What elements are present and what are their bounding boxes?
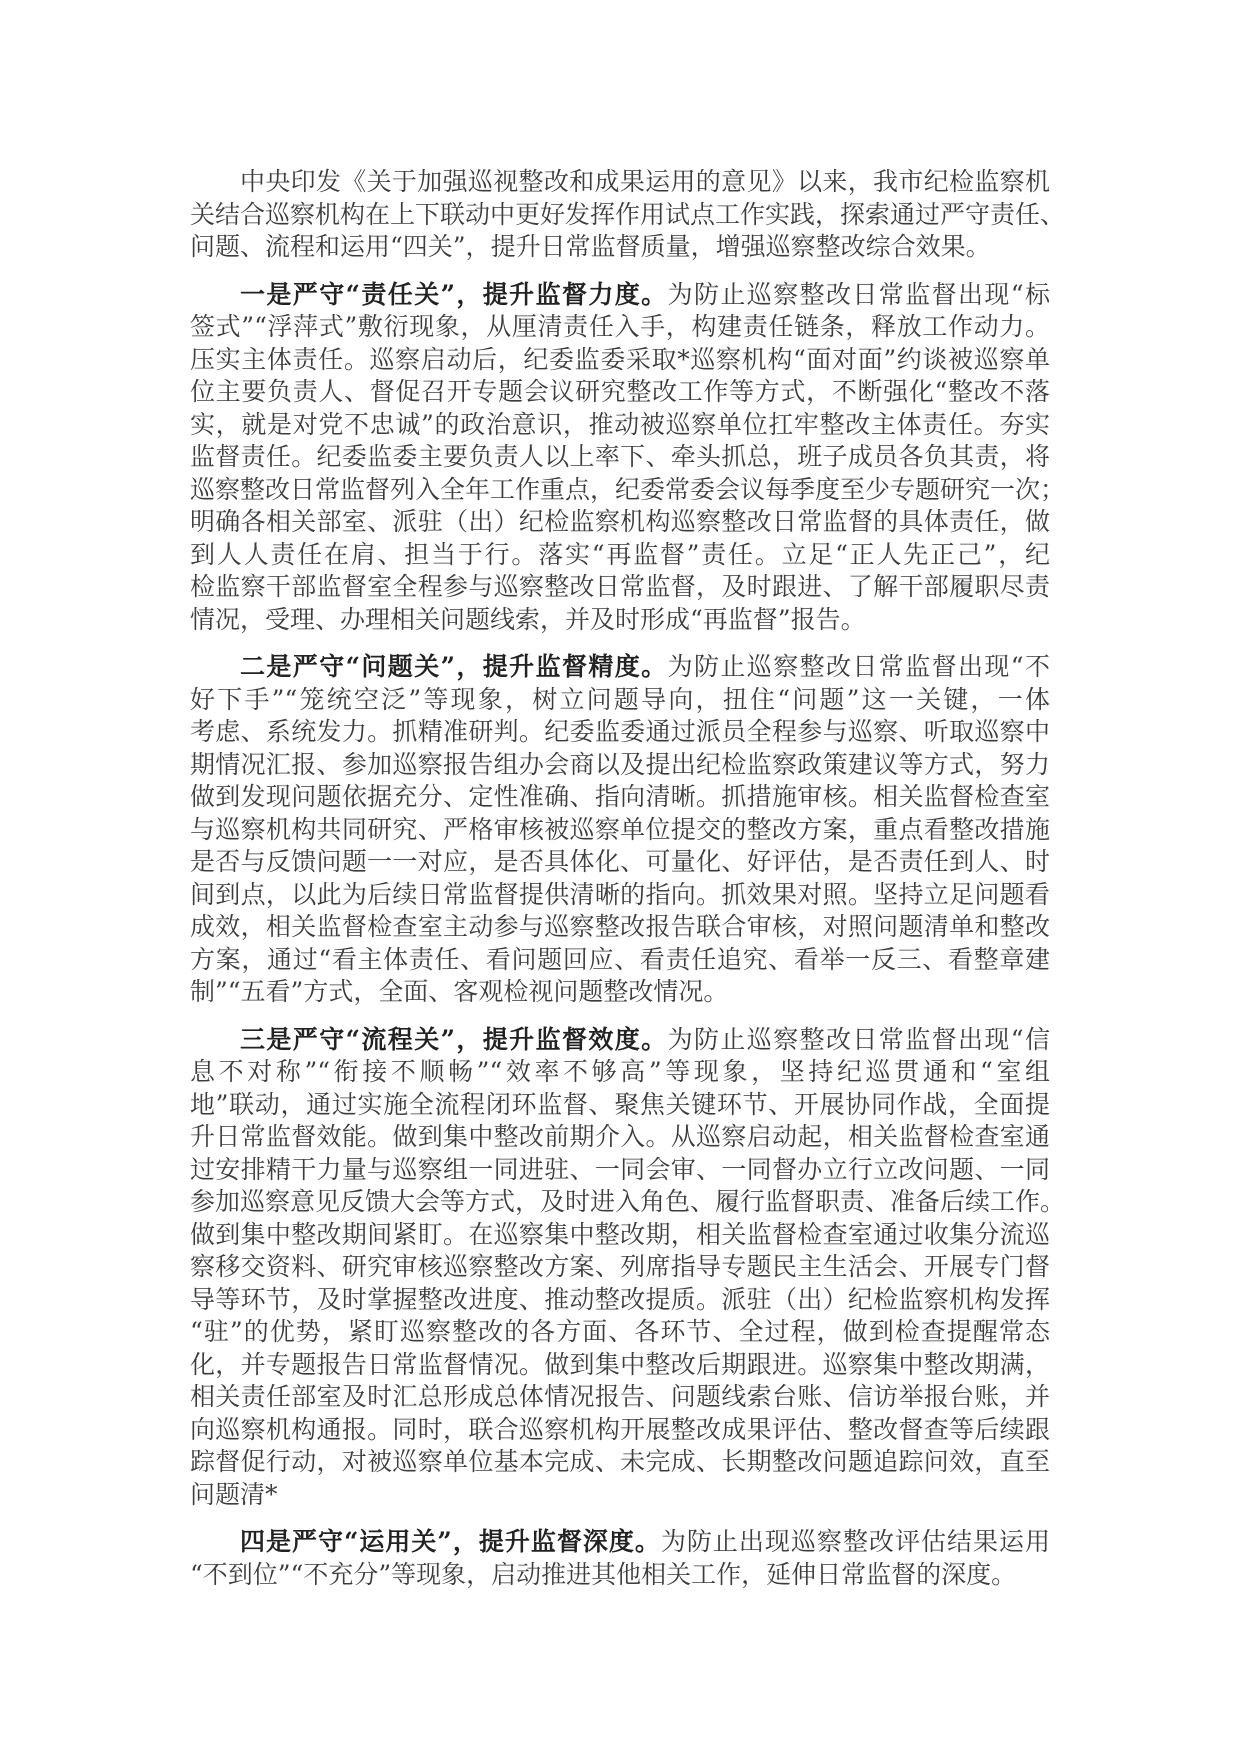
line-text: 做到集中整改期间紧盯。在巡察集中整改期，相关监督检查室通过收集分流巡	[190, 1219, 1050, 1249]
section-paragraph	[190, 1024, 1066, 1512]
line-text: 考虑、系统发力。抓精准研判。纪委监委通过派员全程参与巡察、听取巡察中	[190, 717, 1050, 746]
text-line	[190, 1284, 1050, 1317]
line-text: 向巡察机构通报。同时，联合巡察机构开展整改成果评估、整改督查等后续跟	[190, 1414, 1050, 1444]
line-text: 做到发现问题依据充分、定性准确、指向清晰。抓措施审核。相关监督检查室	[190, 782, 1050, 811]
text-line	[190, 1559, 1050, 1592]
text-line	[190, 1219, 1050, 1252]
text-line	[190, 1154, 1050, 1187]
text-line	[190, 1526, 1050, 1559]
section-paragraph	[190, 279, 1066, 637]
text-line	[190, 199, 1066, 232]
line-text: 为防止巡察整改日常监督出现“不	[667, 652, 1050, 681]
line-text: 为防止巡察整改日常监督出现“信	[667, 1024, 1050, 1054]
line-text: 到人人责任在肩、担当于行。落实“再监督”责任。立足“正人先正己”，纪	[190, 539, 1050, 569]
line-text: 踪督促行动，对被巡察单位基本完成、未完成、长期整改问题追踪问效，直至	[190, 1447, 1050, 1476]
text-line	[190, 571, 1050, 604]
text-line	[190, 376, 1050, 409]
line-text: “不到位”“不充分”等现象，启动推进其他相关工作，延伸日常监督的深度。	[190, 1559, 1017, 1589]
line-text: 问题清*	[190, 1479, 278, 1509]
line-text: 位主要负责人、督促召开专题会议研究整改工作等方式，不断强化“整改不落	[190, 377, 1050, 406]
text-line	[190, 1251, 1050, 1284]
line-text: 关结合巡察机构在上下联动中更好发挥作用试点工作实践，探索通过严守责任、	[190, 199, 1066, 229]
line-text: 期情况汇报、参加巡察报告组办会商以及提出纪检监察政策建议等方式，努力	[190, 749, 1050, 779]
text-line	[190, 1479, 1050, 1512]
line-text: 压实主体责任。巡察启动后，纪委监委采取*巡察机构“面对面”约谈被巡察单	[190, 344, 1050, 374]
section-paragraph	[190, 651, 1050, 1009]
line-text: 间到点，以此为后续日常监督提供清晰的指向。抓效果对照。坚持立足问题看	[190, 879, 1050, 909]
intro-paragraph	[190, 166, 1066, 264]
text-line	[190, 976, 1050, 1009]
section-heading: 四是严守“运用关”，提升监督深度。	[240, 1527, 661, 1556]
text-line	[190, 1316, 1050, 1349]
line-text: 地”联动，通过实施全流程闭环监督、聚焦关键环节、开展协同作战，全面提	[190, 1089, 1050, 1119]
text-line	[190, 879, 1050, 912]
section-paragraph	[190, 1526, 1050, 1591]
text-line	[190, 166, 1050, 199]
text-line	[190, 1089, 1050, 1122]
text-line	[190, 344, 1050, 377]
line-text: 为防止巡察整改日常监督出现“标	[667, 279, 1050, 309]
text-line	[190, 684, 1050, 717]
line-text: 制”“五看”方式，全面、客观检视问题整改情况。	[190, 977, 729, 1006]
text-line	[190, 1024, 1050, 1057]
line-text: 察移交资料、研究审核巡察整改方案、列席指导专题民主生活会、开展专门督	[190, 1252, 1050, 1281]
line-text: 成效，相关监督检查室主动参与巡察整改报告联合审核，对照问题清单和整改	[190, 912, 1050, 941]
line-text: 检监察干部监督室全程参与巡察整改日常监督，及时跟进、了解干部履职尽责	[190, 572, 1050, 601]
text-line	[190, 506, 1050, 539]
text-line	[190, 781, 1050, 814]
line-text: 中央印发《关于加强巡视整改和成果运用的意见》以来，我市纪检监察机	[240, 167, 1050, 196]
line-text: 与巡察机构共同研究、严格审核被巡察单位提交的整改方案，重点看整改措施	[190, 814, 1050, 844]
text-line	[190, 814, 1050, 847]
line-text: 实，就是对党不忠诚”的政治意识，推动被巡察单位扛牢整改主体责任。夯实	[190, 409, 1050, 439]
line-text: 相关责任部室及时汇总形成总体情况报告、问题线索台账、信访举报台账，并	[190, 1382, 1050, 1411]
text-line	[190, 1414, 1050, 1447]
text-line	[190, 944, 1050, 977]
line-text: “驻”的优势，紧盯巡察整改的各方面、各环节、全过程，做到检查提醒常态	[190, 1317, 1050, 1346]
line-text: 导等环节，及时掌握整改进度、推动整改提质。派驻（出）纪检监察机构发挥	[190, 1284, 1050, 1314]
section-heading: 二是严守“问题关”，提升监督精度。	[240, 652, 668, 681]
line-text: 升日常监督效能。做到集中整改前期介入。从巡察启动起，相关监督检查室通	[190, 1122, 1050, 1151]
text-line	[190, 1381, 1050, 1414]
line-text: 参加巡察意见反馈大会等方式，及时进入角色、履行监督职责、准备后续工作。	[190, 1187, 1066, 1216]
text-line	[190, 231, 1050, 264]
text-line	[190, 441, 1050, 474]
text-line	[190, 911, 1050, 944]
document-page	[190, 166, 1066, 1606]
section-heading: 三是严守“流程关”，提升监督效度。	[240, 1024, 668, 1054]
line-text: 过安排精干力量与巡察组一同进驻、一同会审、一同督办立行立改问题、一同	[190, 1154, 1050, 1184]
line-text: 是否与反馈问题一一对应，是否具体化、可量化、好评估，是否责任到人、时	[190, 847, 1050, 876]
line-text: 好下手”“笼统空泛”等现象，树立问题导向，扭住“问题”这一关键，一体	[190, 684, 1050, 714]
text-line	[190, 1121, 1050, 1154]
line-text: 明确各相关部室、派驻（出）纪检监察机构巡察整改日常监督的具体责任，做	[190, 507, 1050, 536]
line-text: 监督责任。纪委监委主要负责人以上率下、牵头抓总，班子成员各负其责，将	[190, 442, 1050, 471]
text-line	[190, 311, 1050, 344]
text-line	[190, 539, 1050, 572]
line-text: 方案，通过“看主体责任、看问题回应、看责任追究、看举一反三、看整章建	[190, 944, 1050, 974]
text-line	[190, 1186, 1066, 1219]
line-text: 息不对称”“衔接不顺畅”“效率不够高”等现象，坚持纪巡贯通和“室组	[190, 1057, 1050, 1086]
text-line	[190, 651, 1050, 684]
text-line	[190, 1446, 1050, 1479]
line-text: 为防止出现巡察整改评估结果运用	[660, 1527, 1050, 1556]
line-text: 问题、流程和运用“四关”，提升日常监督质量，增强巡察整改综合效果。	[190, 232, 991, 261]
line-text: 签式”“浮萍式”敷衍现象，从厘清责任入手，构建责任链条，释放工作动力。	[190, 312, 1050, 341]
text-line	[190, 604, 1050, 637]
line-text: 化，并专题报告日常监督情况。做到集中整改后期跟进。巡察集中整改期满，	[190, 1349, 1050, 1379]
text-line	[190, 716, 1050, 749]
line-text: 情况，受理、办理相关问题线索，并及时形成“再监督”报告。	[190, 604, 866, 634]
section-heading: 一是严守“责任关”，提升监督力度。	[240, 279, 668, 309]
text-line	[190, 1056, 1050, 1089]
text-line	[190, 279, 1050, 312]
line-text: 巡察整改日常监督列入全年工作重点，纪委常委会议每季度至少专题研究一次；	[190, 474, 1066, 504]
text-line	[190, 1349, 1050, 1382]
text-line	[190, 749, 1050, 782]
text-line	[190, 474, 1066, 507]
text-line	[190, 846, 1050, 879]
text-line	[190, 409, 1050, 442]
